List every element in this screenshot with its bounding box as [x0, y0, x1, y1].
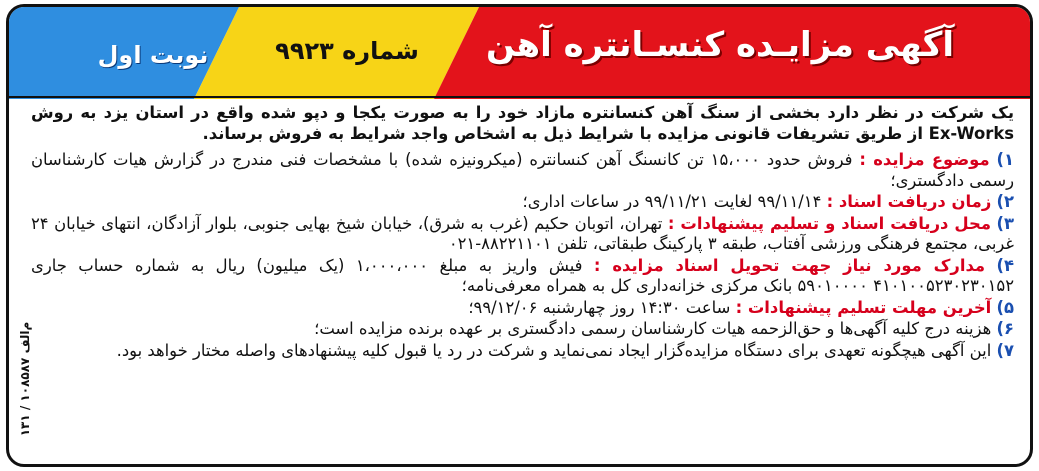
item-number: ۲): [996, 192, 1014, 211]
item-number: ۱): [996, 150, 1014, 169]
side-code-text: م‌الف ۱۰۸۵۸۷ / ۱۳۱: [18, 321, 32, 437]
ad-body: [31, 103, 1014, 362]
item-label: موضوع مزایده :: [859, 150, 990, 169]
item-text: هزینه درج کلیه آگهی‌ها و حق‌الزحمه هیات کارشناسان رسمی دادگستری بر عهده برنده مزایده است؛: [314, 319, 992, 338]
ad-title: آگهی مزایـده کنسـانتره آهن: [485, 25, 955, 65]
ad-turn: نوبت اول: [97, 41, 209, 69]
ad-frame: [6, 4, 1033, 467]
list-item: [31, 319, 1014, 340]
item-text: ۹۹/۱۱/۱۴ لغایت ۹۹/۱۱/۲۱ در ساعات اداری؛: [522, 192, 827, 211]
item-label: آخرین مهلت تسلیم پیشنهادات :: [735, 297, 992, 317]
item-text: تهران، اتوبان حکیم (غرب به شرق)، خیابان شیخ بهایی جنوبی، بلوار آزادگان، انتهای خیابان ۲۴ غربی، مجتمع فرهنگی ورزشی آفتاب، طبقه ۳ پارکینگ طبقاتی، تلفن ۸۸۲۲۱۱۰۱-۰۲۱: [31, 213, 1014, 253]
item-number: ۴): [996, 255, 1014, 275]
list-item: [31, 150, 1014, 191]
list-item: [31, 192, 1014, 213]
item-text: فروش حدود ۱۵،۰۰۰ تن کانسنگ آهن کنسانتره (میکرونیزه شده) با مشخصات فنی مندرج در گزارش هیات کارشناسان رسمی دادگستری؛: [31, 150, 1014, 190]
ad-number: شماره ۹۹۲۳: [275, 37, 419, 65]
list-item: [31, 298, 1014, 319]
item-label: مدارک مورد نیاز جهت تحویل اسناد مزایده :: [593, 255, 986, 275]
item-number: ۵): [996, 297, 1014, 317]
side-code: [15, 307, 35, 457]
item-text: فیش واریز به مبلغ ۱،۰۰۰،۰۰۰ (یک میلیون) ریال به شماره حساب جاری ۴۱۰۱۰۰۵۲۳۰۲۳۰۱۵۲ ۵۹۰۱۰۰۰۰ بانک مرکزی خزانه‌داری کل به همراه معرفی‌نامه؛: [31, 255, 1014, 295]
item-text: این آگهی هیچگونه تعهدی برای دستگاه مزایده‌گزار ایجاد نمی‌نماید و شرکت در رد یا قبول کلیه پیشنهادهای واصله مختار خواهد بود.: [116, 340, 992, 360]
list-item: [31, 341, 1014, 362]
item-text: ساعت ۱۴:۳۰ روز چهارشنبه ۹۹/۱۲/۰۶؛: [468, 297, 736, 317]
item-number: ۳): [996, 213, 1015, 233]
item-number: ۶): [996, 319, 1014, 338]
item-number: ۷): [996, 340, 1014, 360]
list-item: [31, 256, 1014, 297]
intro-paragraph: یک شرکت در نظر دارد بخشی از سنگ آهن کنسانتره مازاد خود را به صورت یکجا و دپو شده واقع در استان یزد به روش Ex-Works از طریق تشریفات قانونی مزایده با شرایط ذیل به اشخاص واجد شرایط به فروش برساند.: [31, 103, 1014, 143]
item-label: محل دریافت اسناد و تسلیم پیشنهادات :: [667, 213, 992, 233]
header-banner: [9, 7, 1030, 99]
item-label: زمان دریافت اسناد :: [826, 192, 992, 211]
list-item: [31, 214, 1014, 255]
